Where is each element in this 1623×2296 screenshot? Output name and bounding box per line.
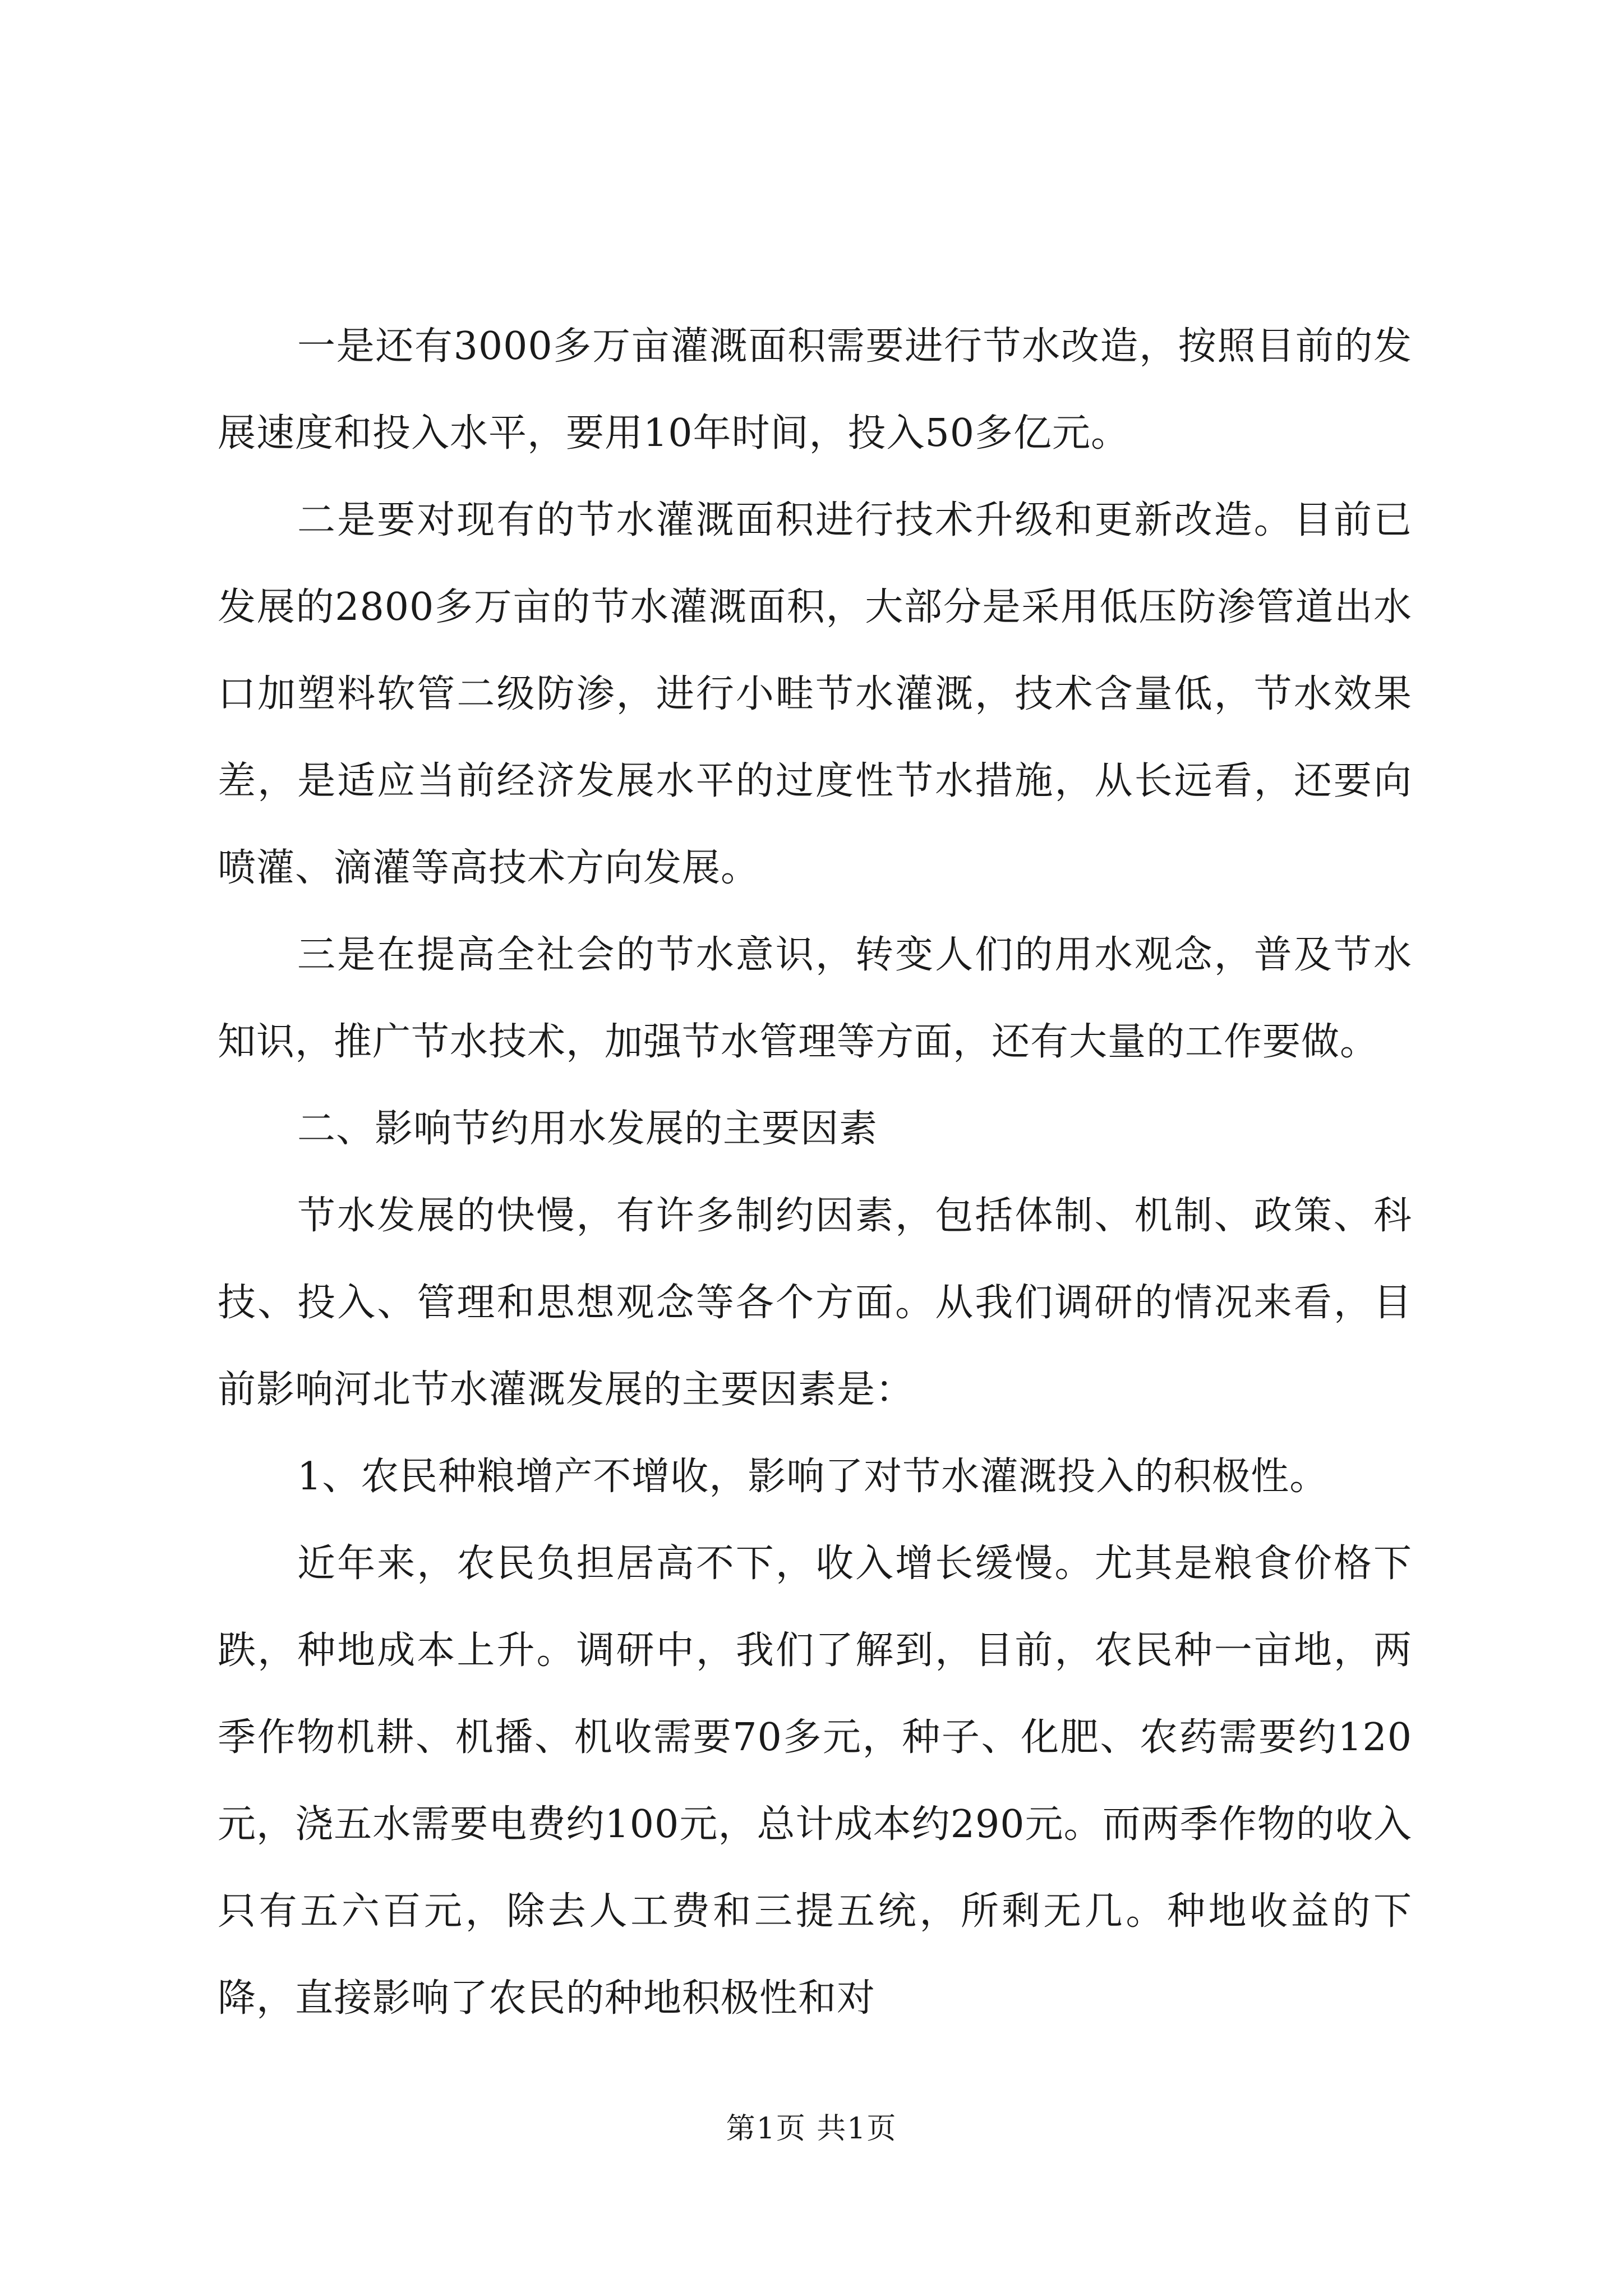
- document-body: [218, 303, 1412, 2042]
- page-footer: 第1页 共1页: [726, 2112, 897, 2146]
- numbered-point-1: 1、农民种粮增产不增收，影响了对节水灌溉投入的积极性。: [297, 1455, 1329, 1499]
- paragraph-3: 三是在提高全社会的节水意识，转变人们的用水观念，普及节水知识，推广节水技术，加强节水管理等方面，还有大量的工作要做。: [218, 933, 1412, 1064]
- paragraph-4: 节水发展的快慢，有许多制约因素，包括体制、机制、政策、科技、投入、管理和思想观念等各个方面。从我们调研的情况来看，目前影响河北节水灌溉发展的主要因素是：: [218, 1194, 1412, 1412]
- paragraph-1: 一是还有3000多万亩灌溉面积需要进行节水改造，按照目前的发展速度和投入水平，要用10年时间，投入50多亿元。: [218, 324, 1412, 455]
- paragraph-2: 二是要对现有的节水灌溉面积进行技术升级和更新改造。目前已发展的2800多万亩的节水灌溉面积，大部分是采用低压防渗管道出水口加塑料软管二级防渗，进行小畦节水灌溉，技术含量低，节水效果差，是适应当前经济发展水平的过度性节水措施，从长远看，还要向喷灌、滴灌等高技术方向发展。: [218, 498, 1412, 890]
- section-heading: 二、影响节约用水发展的主要因素: [297, 1107, 878, 1151]
- paragraph-5: 近年来，农民负担居高不下，收入增长缓慢。尤其是粮食价格下跌，种地成本上升。调研中，我们了解到，目前，农民种一亩地，两季作物机耕、机播、机收需要70多元，种子、化肥、农药需要约120元，浇五水需要电费约100元，总计成本约290元。而两季作物的收入只有五六百元，除去人工费和三提五统，所剩无几。种地收益的下降，直接影响了农民的种地积极性和对: [218, 1542, 1412, 2021]
